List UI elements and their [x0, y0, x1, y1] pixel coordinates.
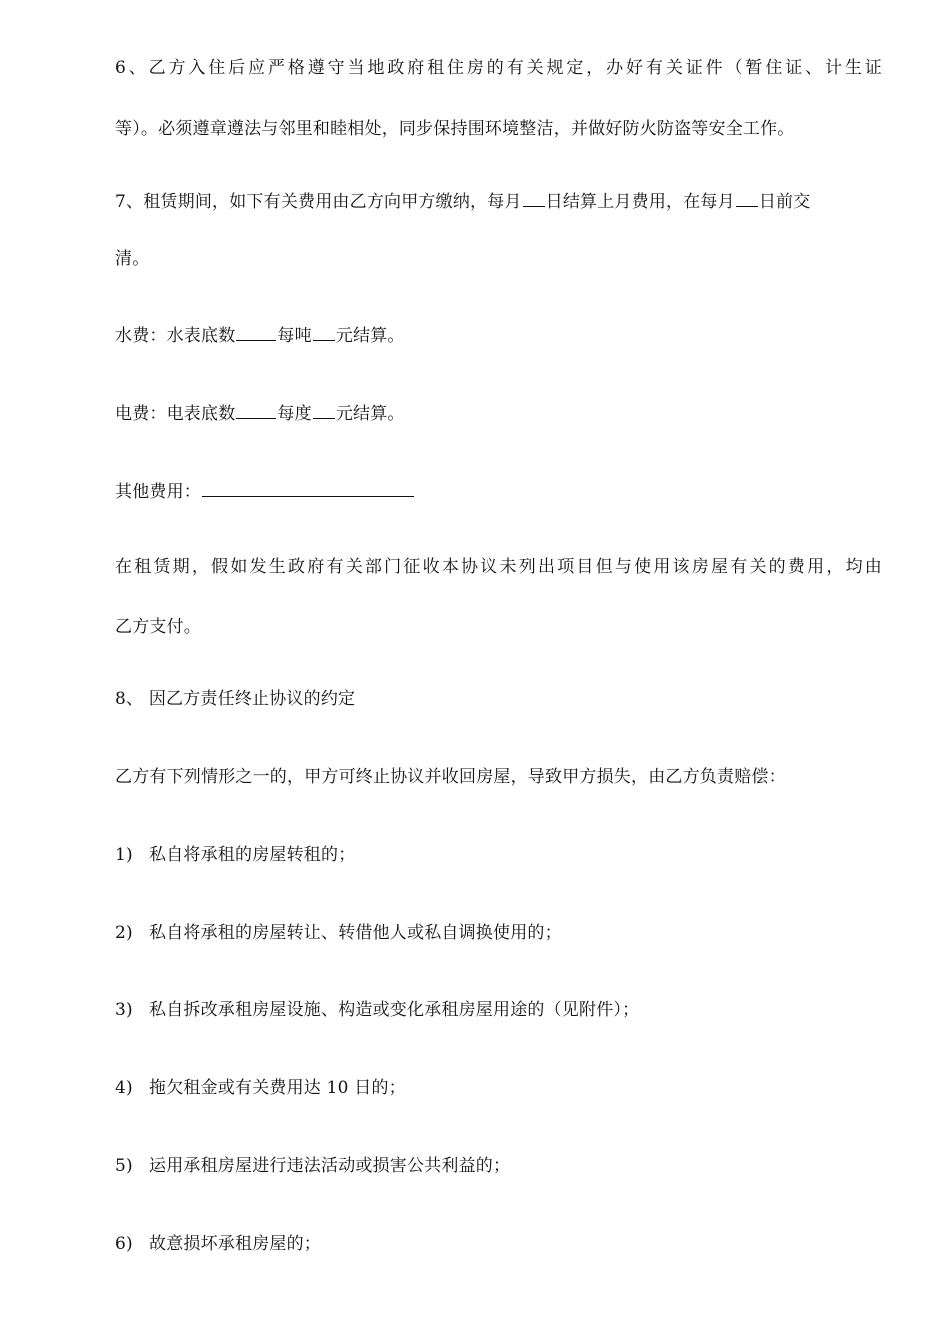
clause-7-text-c: 日前交: [758, 192, 811, 212]
electric-meter-blank: [236, 400, 276, 419]
gov-fees-line-1: 在租赁期，假如发生政府有关部门征收本协议未列出项目但与使用该房屋有关的费用，均由: [115, 557, 882, 577]
list-item: [115, 999, 639, 1021]
list-item-number: 5): [115, 1156, 133, 1176]
list-item: [115, 1077, 406, 1099]
clause-6-line-1: 6、乙方入住后应严格遵守当地政府租住房的有关规定，办好有关证件（暂住证、计生证: [115, 58, 882, 78]
clause-7-line-2: 清。: [115, 249, 150, 269]
water-fee-per-ton: 每吨: [277, 326, 312, 346]
electric-fee-line: [115, 400, 405, 425]
list-item: [115, 922, 562, 944]
settlement-day-blank: [523, 188, 545, 207]
other-fees-line: [115, 478, 415, 503]
list-item: [115, 844, 355, 866]
clause-7-text-a: 7、租赁期间，如下有关费用由乙方向甲方缴纳，每月: [115, 192, 522, 212]
list-item-number: 1): [115, 845, 133, 865]
list-item-text: 运用承租房屋进行违法活动或损害公共利益的；: [149, 1156, 511, 1176]
electric-fee-per-unit: 每度: [277, 404, 312, 424]
list-item-text: 私自将承租的房屋转租的；: [149, 845, 356, 865]
electric-fee-label: 电费：电表底数: [115, 404, 236, 424]
water-fee-label: 水费：水表底数: [115, 326, 236, 346]
clause-7-line-1: [115, 188, 810, 213]
clause-8-title: 8、 因乙方责任终止协议的约定: [115, 689, 356, 709]
water-meter-blank: [236, 322, 276, 341]
list-item-number: 6): [115, 1234, 133, 1254]
list-item-text: 私自拆改承租房屋设施、构造或变化承租房屋用途的（见附件）；: [149, 1000, 640, 1020]
electric-price-blank: [313, 400, 335, 419]
other-fees-blank: [202, 478, 414, 497]
electric-fee-settle: 元结算。: [335, 404, 405, 424]
gov-fees-line-2: 乙方支付。: [115, 617, 201, 637]
other-fees-label: 其他费用：: [115, 482, 201, 502]
list-item-number: 4): [115, 1078, 133, 1098]
clause-8-intro: 乙方有下列情形之一的，甲方可终止协议并收回房屋，导致甲方损失，由乙方负责赔偿：: [115, 767, 786, 787]
payment-day-blank: [736, 188, 758, 207]
water-price-blank: [313, 322, 335, 341]
list-item-text: 私自将承租的房屋转让、转借他人或私自调换使用的；: [149, 923, 562, 943]
water-fee-line: [115, 322, 405, 347]
list-item-number: 3): [115, 1000, 133, 1020]
clause-7-text-b: 日结算上月费用，在每月: [545, 192, 735, 212]
list-item-text: 拖欠租金或有关费用达 10 日的；: [149, 1078, 406, 1098]
water-fee-settle: 元结算。: [335, 326, 405, 346]
clause-6-line-2: 等）。必须遵章遵法与邻里和睦相处，同步保持围环境整洁，并做好防火防盗等安全工作。: [115, 119, 795, 139]
list-item: [115, 1155, 510, 1177]
list-item: [115, 1233, 321, 1255]
list-item-number: 2): [115, 923, 133, 943]
list-item-text: 故意损坏承租房屋的；: [149, 1234, 321, 1254]
